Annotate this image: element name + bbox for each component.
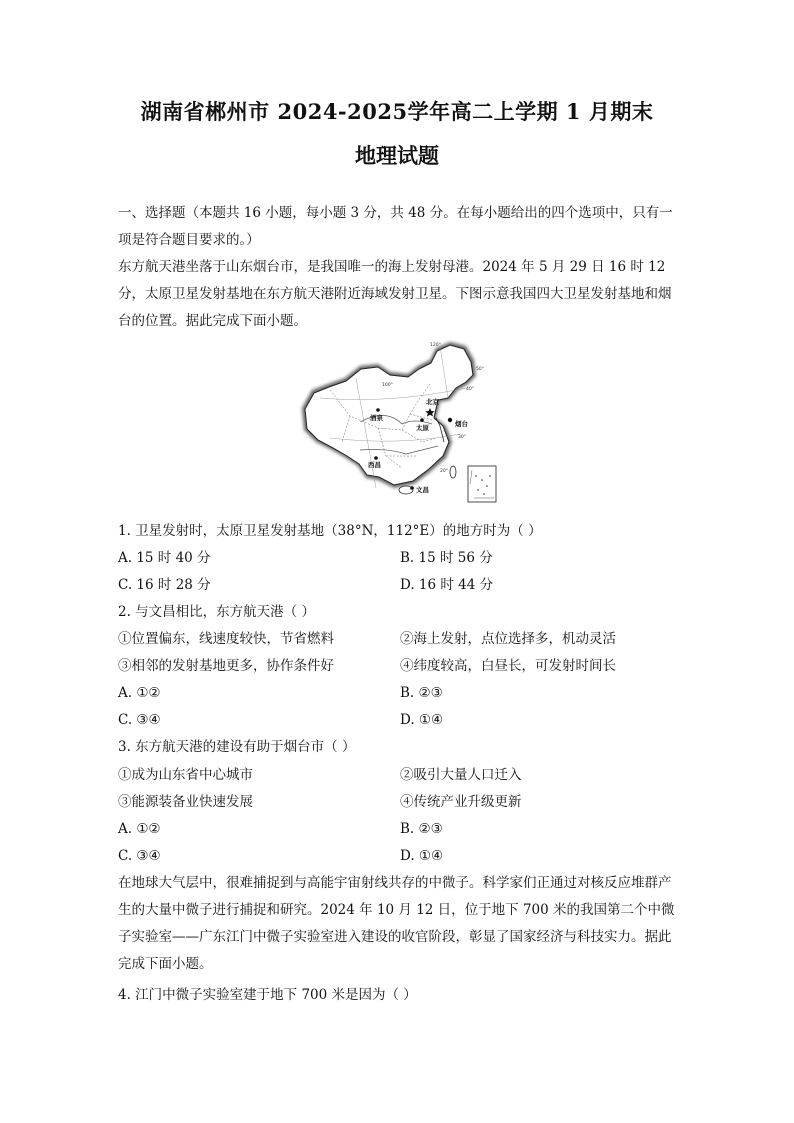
label-lon120: 120°	[430, 343, 441, 348]
q3-option-c: C. ③④	[118, 848, 161, 864]
question-3-stem: 3. 东方航天港的建设有助于烟台市（ ）	[118, 739, 356, 755]
label-lat30: 30°	[458, 435, 466, 440]
label-lat20: 20°	[440, 469, 448, 474]
q2-option-c: C. ③④	[118, 712, 161, 728]
label-lat50: 50°	[476, 367, 484, 372]
label-beijing: 北京	[426, 398, 439, 406]
q3-option-a: A. ①②	[118, 821, 161, 837]
q2-option-a: A. ①②	[118, 685, 161, 701]
page-subtitle: 地理试题	[355, 143, 439, 168]
q3-option-d: D. ①④	[400, 848, 444, 864]
q2-statement-3: ③相邻的发射基地更多，协作条件好	[118, 658, 334, 674]
section-intro: 一、选择题（本题共 16 小题，每小题 3 分，共 48 分。在每小题给出的四个选项中，只有一项是符合题目要求的。）	[118, 205, 673, 248]
q1-option-d: D. 16 时 44 分	[400, 577, 494, 593]
q3-option-b: B. ②③	[400, 821, 443, 837]
question-2-stem: 2. 与文昌相比，东方航天港（ ）	[118, 604, 315, 620]
label-taiyuan: 太原	[416, 424, 429, 432]
passage-2: 在地球大气层中，很难捕捉到与高能宇宙射线共存的中微子。科学家们正通过对核反应堆群产生的大量中微子进行捕捉和研究。2024 年 10 月 12 日，位于地下 700 米的我国第二个中微子实验室——广东江门中微子实验室进入建设的收官阶段，彰显了国家经济与科技实力。据此完成下面小题。	[118, 875, 675, 972]
taiyuan-marker	[420, 418, 424, 422]
question-1-stem: 1. 卫星发射时，太原卫星发射基地（38°N，112°E）的地方时为（ ）	[118, 523, 542, 539]
q3-statement-2: ②吸引大量人口迁入	[400, 767, 522, 783]
label-wenchang: 文昌	[416, 486, 429, 494]
q2-statement-4: ④纬度较高，白昼长，可发射时间长	[400, 658, 616, 674]
q1-option-c: C. 16 时 28 分	[118, 577, 211, 593]
china-outline	[305, 345, 473, 485]
q2-option-b: B. ②③	[400, 685, 443, 701]
q2-statement-2: ②海上发射，点位选择多，机动灵活	[400, 631, 616, 647]
passage-1: 东方航天港坐落于山东烟台市，是我国唯一的海上发射母港。2024 年 5 月 29 日 16 时 12 分，太原卫星发射基地在东方航天港附近海域发射卫星。下图示意我国四大卫星发射基地和烟台的位置。据此完成下面小题。	[118, 259, 672, 329]
yantai-marker	[448, 418, 452, 422]
q3-statement-1: ①成为山东省中心城市	[118, 767, 253, 783]
label-lat40: 40°	[466, 387, 474, 392]
q2-option-d: D. ①④	[400, 712, 444, 728]
jiuquan-marker	[376, 408, 380, 412]
page-title: 湖南省郴州市 2024-2025学年高二上学期 1 月期末	[140, 99, 654, 124]
china-launch-sites-map	[290, 338, 508, 504]
q2-statement-1: ①位置偏东，线速度较快，节省燃料	[118, 631, 334, 647]
xichang-marker	[374, 456, 378, 460]
q1-option-b: B. 15 时 56 分	[400, 550, 493, 566]
south-china-sea-inset	[468, 466, 496, 502]
taiwan-island	[450, 466, 456, 478]
label-yantai: 烟台	[455, 420, 468, 428]
question-4-stem: 4. 江门中微子实验室建于地下 700 米是因为（ ）	[118, 987, 417, 1003]
wenchang-marker	[410, 486, 414, 490]
q3-statement-4: ④传统产业升级更新	[400, 794, 522, 810]
q3-statement-3: ③能源装备业快速发展	[118, 794, 253, 810]
label-jiuquan: 酒泉	[370, 414, 383, 422]
q1-option-a: A. 15 时 40 分	[118, 550, 211, 566]
label-lon100: 100°	[382, 383, 393, 388]
label-xichang: 西昌	[368, 461, 381, 469]
